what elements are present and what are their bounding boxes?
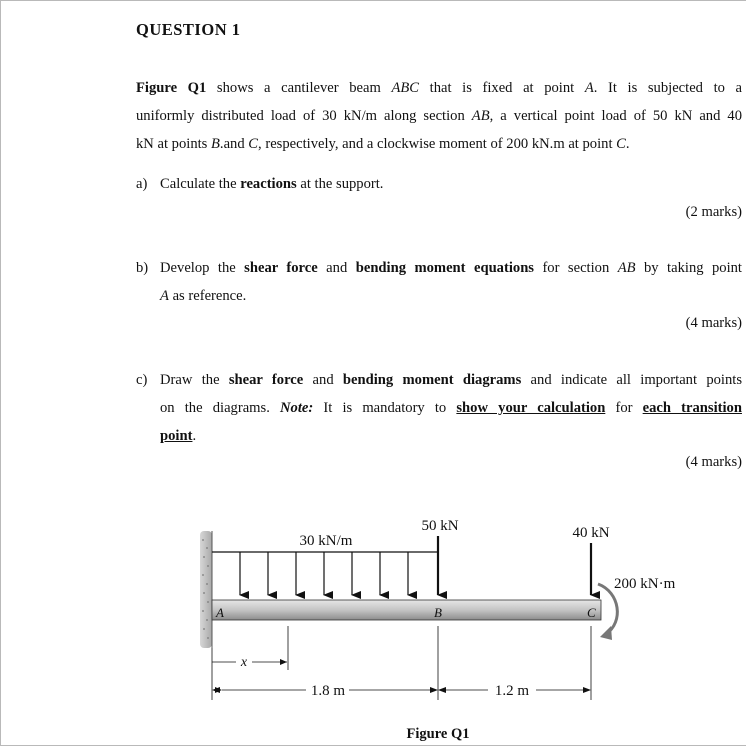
text: and	[317, 260, 356, 276]
keyword: shear force	[228, 372, 304, 388]
keyword: reactions	[240, 176, 297, 192]
udl-label: 30 kN/m	[299, 533, 353, 549]
x-dimension	[212, 626, 288, 670]
point-ref: B	[211, 136, 220, 152]
fixed-support	[200, 531, 212, 648]
intro-text: that is fixed at point	[419, 80, 585, 96]
moment-label: 200 kN·m	[614, 576, 676, 592]
load-c-label: 40 kN	[572, 525, 610, 541]
beam-name: ABC	[391, 80, 420, 96]
emphasis: show your calculation	[456, 400, 606, 416]
intro-text: uniformly distributed load of 30 kN/m along section	[136, 108, 472, 124]
dim-bc-label: 1.2 m	[494, 683, 530, 699]
dim-arrowhead	[583, 687, 591, 693]
load-b-label: 50 kN	[421, 518, 459, 534]
part-b-label: b)	[136, 260, 149, 276]
moment-arrowhead	[600, 626, 612, 640]
intro-text: , respectively, and a clockwise moment of 200 kN.m at point	[258, 136, 617, 152]
distributed-load	[212, 552, 438, 595]
keyword: bending moment equations	[355, 260, 534, 276]
intro-text: shows a cantilever beam	[206, 80, 392, 96]
text: Calculate the	[160, 176, 241, 192]
intro-text: kN at points	[136, 136, 211, 152]
point-ref: A	[584, 80, 594, 96]
point-ref: A	[160, 288, 169, 304]
intro-text: . It is subjected to a	[593, 80, 743, 96]
dim-arrowhead	[438, 687, 446, 693]
keyword: bending moment diagrams	[342, 372, 522, 388]
keyword: shear force	[244, 260, 318, 276]
intro-text: .	[625, 136, 630, 152]
point-b-label: B	[434, 605, 442, 620]
point-ref: C	[248, 136, 259, 152]
text: It is mandatory to	[313, 400, 457, 416]
dim-arrowhead	[212, 687, 220, 693]
question-title: QUESTION 1	[136, 20, 241, 39]
figure-caption: Figure Q1	[406, 726, 470, 742]
point-a-label: A	[216, 605, 224, 620]
section-ref: AB	[617, 260, 636, 276]
text: and indicate all important points	[521, 372, 742, 388]
point-c-label: C	[587, 605, 596, 620]
section-ref: AB	[471, 108, 490, 124]
text: Develop the	[160, 260, 245, 276]
part-c-label: c)	[136, 372, 148, 388]
text: as reference.	[168, 288, 247, 304]
intro-text: , a vertical point load of 50 kN and 40	[489, 108, 743, 124]
text: for	[605, 400, 643, 416]
dim-arrowhead	[430, 687, 438, 693]
text: at the support.	[296, 176, 384, 192]
dim-ab-label: 1.8 m	[310, 683, 346, 699]
part-b-marks: (4 marks)	[685, 315, 742, 331]
part-c-marks: (4 marks)	[685, 454, 742, 470]
beam	[212, 600, 601, 620]
emphasis: each transition	[642, 400, 742, 416]
span-dimension	[212, 626, 591, 700]
part-a-label: a)	[136, 176, 148, 192]
part-a-marks: (2 marks)	[685, 204, 742, 220]
text: for section	[534, 260, 618, 276]
text: by taking point	[635, 260, 742, 276]
point-ref: C	[616, 136, 626, 152]
emphasis: point	[160, 428, 193, 444]
text: and	[303, 372, 343, 388]
text: on the diagrams.	[160, 400, 280, 416]
note-label: Note:	[280, 400, 314, 416]
figure-ref: Figure Q1	[136, 80, 207, 96]
intro-text: .and	[219, 136, 249, 152]
x-label: x	[240, 655, 248, 670]
text: .	[192, 428, 197, 444]
text: Draw the	[160, 372, 229, 388]
